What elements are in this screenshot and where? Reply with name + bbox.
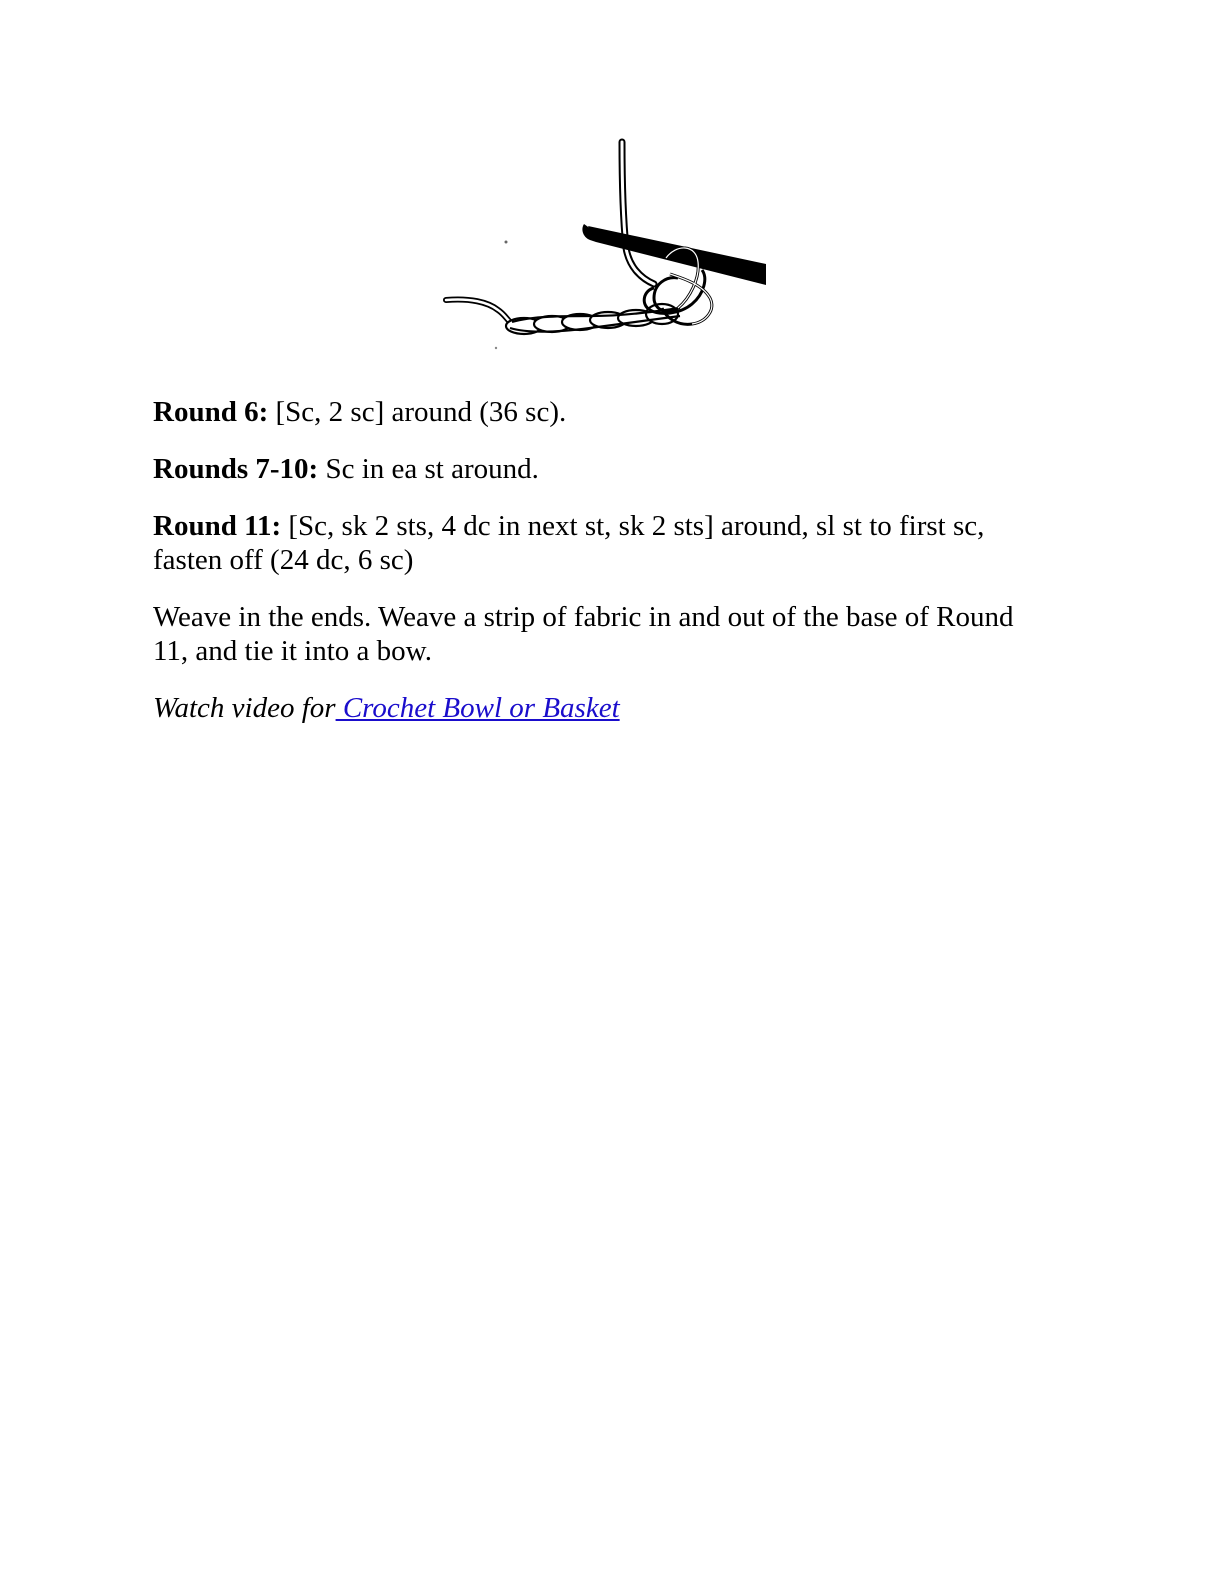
round-text: [Sc, 2 sc] around (36 sc). bbox=[268, 396, 567, 428]
video-prefix: Watch video for bbox=[153, 692, 336, 724]
crochet-hook-chain-icon bbox=[440, 138, 776, 356]
round-label: Round 6: bbox=[153, 396, 269, 428]
round-text: [Sc, sk 2 sts, 4 dc in next st, sk 2 sts] around, sl st to first sc, fasten off (24 dc, 6 sc) bbox=[153, 510, 985, 576]
round-11-instruction bbox=[153, 509, 1053, 577]
round-label: Round 11: bbox=[153, 510, 282, 542]
rounds-7-10-instruction bbox=[153, 452, 1053, 486]
finishing-instruction: Weave in the ends. Weave a strip of fabric in and out of the base of Round 11, and tie it into a bow. bbox=[153, 601, 1014, 667]
round-label: Rounds 7-10: bbox=[153, 453, 319, 485]
pattern-instructions bbox=[153, 395, 1053, 748]
round-6-instruction bbox=[153, 395, 1053, 429]
video-link[interactable]: Crochet Bowl or Basket bbox=[335, 692, 620, 724]
video-line bbox=[153, 691, 1053, 725]
round-text: Sc in ea st around. bbox=[318, 453, 539, 485]
